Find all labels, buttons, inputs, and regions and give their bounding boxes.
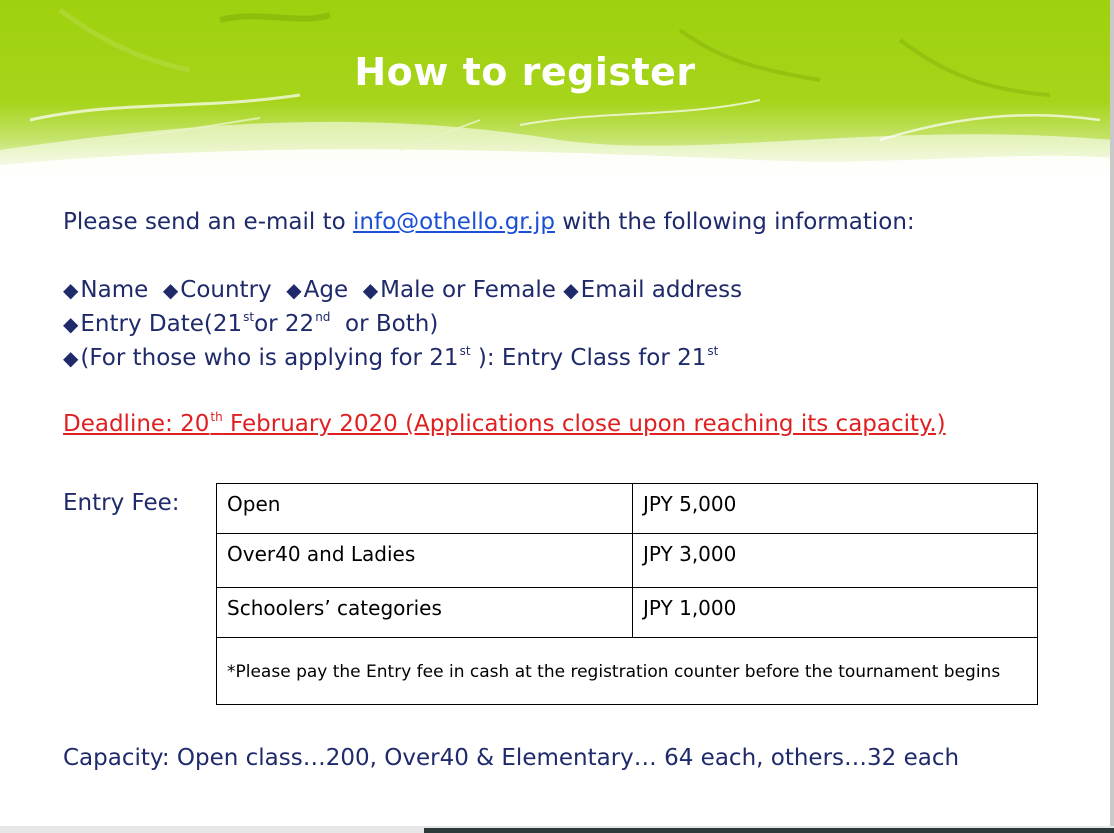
field-gender: Male or Female	[380, 277, 556, 303]
entry-class-sup-1: st	[459, 344, 471, 358]
table-row	[217, 588, 1038, 638]
entry-fee-table	[216, 483, 1038, 705]
table-row	[217, 534, 1038, 588]
intro-after: with the following information:	[554, 209, 915, 235]
diamond-bullet-icon: ◆	[362, 278, 379, 302]
entry-class-part-1: (For those who is applying for 21	[80, 345, 459, 371]
entry-date-sup-1: st	[243, 310, 255, 324]
required-fields-line-2	[63, 310, 438, 339]
fee-cell: JPY 1,000	[633, 588, 1038, 638]
required-fields-line-1	[63, 277, 742, 305]
category-cell: Over40 and Ladies	[217, 534, 633, 588]
entry-fee-label: Entry Fee:	[63, 490, 180, 516]
diamond-bullet-icon: ◆	[63, 278, 79, 302]
page-title: How to register	[354, 50, 696, 94]
intro-line	[63, 209, 915, 237]
field-name: Name	[80, 277, 149, 303]
field-age: Age	[303, 277, 349, 303]
category-cell: Schoolers’ categories	[217, 588, 633, 638]
bottom-bar	[424, 828, 1114, 833]
required-fields-line-3	[63, 344, 718, 373]
entry-class-part-2: ): Entry Class for 21	[470, 345, 707, 371]
category-cell: Open	[217, 484, 633, 534]
entry-date-label: Entry Date(21	[80, 311, 243, 337]
entry-class-sup-2: st	[707, 344, 719, 358]
header-banner	[0, 0, 1114, 185]
deadline-part-1: Deadline: 20	[63, 411, 210, 437]
payment-note: *Please pay the Entry fee in cash at the registration counter before the tournament begins	[217, 638, 1038, 705]
email-link[interactable]: info@othello.gr.jp	[353, 209, 555, 235]
diamond-bullet-icon: ◆	[63, 312, 79, 336]
right-edge	[1110, 0, 1114, 833]
fee-cell: JPY 3,000	[633, 534, 1038, 588]
deadline-part-2: February 2020 (Applications close upon reaching its capacity.)	[222, 411, 946, 437]
diamond-bullet-icon: ◆	[63, 346, 79, 370]
intro-before: Please send an e-mail to	[63, 209, 353, 235]
fee-cell: JPY 5,000	[633, 484, 1038, 534]
deadline-notice	[63, 410, 946, 439]
deadline-sup: th	[210, 410, 223, 424]
entry-date-sup-2: nd	[315, 310, 331, 324]
table-row	[217, 638, 1038, 705]
table-row	[217, 484, 1038, 534]
diamond-bullet-icon: ◆	[563, 278, 579, 302]
entry-date-end: or Both)	[330, 311, 439, 337]
capacity-line: Capacity: Open class…200, Over40 & Elementary… 64 each, others…32 each	[63, 745, 960, 771]
field-country: Country	[180, 277, 272, 303]
diamond-bullet-icon: ◆	[286, 278, 302, 302]
diamond-bullet-icon: ◆	[162, 278, 179, 302]
entry-date-mid: or 22	[254, 311, 315, 337]
field-email: Email address	[580, 277, 743, 303]
